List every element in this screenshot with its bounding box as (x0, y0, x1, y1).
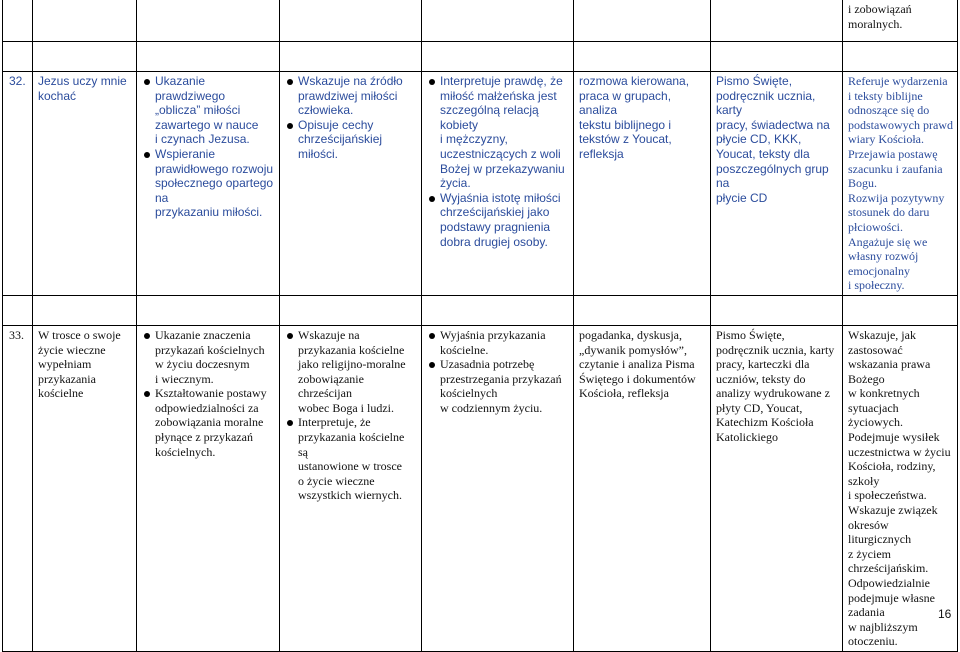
table-row-lesson-32 (3, 72, 958, 296)
list-item: Wyjaśnia przykazania kościelne. (427, 328, 569, 357)
list-item: Uzasadnia potrzebę przestrzegania przykazań kościelnych w codziennym życiu. (427, 357, 569, 415)
lesson-title: Jezus uczy mnie kochać (33, 72, 137, 296)
list-item: Kształtowanie postawy odpowiedzialności za zobowiązania moralne płynące z przykazań kościelnych. (142, 386, 275, 459)
list-item: Interpretuje prawdę, że miłość małżeńska jest szczególną relacją kobiety i mężczyzny, uczestniczących z woli Bożej w przekazywaniu życia. (427, 74, 569, 191)
attitudes-cell: Wskazuje, jak zastosować wskazania prawa Bożego w konkretnych sytuacjach życiowych. Podejmuje wysiłek uczestnictwa w życiu Kościoła, rodziny, szkoły i społeczeństwa. Wskazuje związek okresów liturgicznych z życiem chrześcijańskim. Odpowiedzialnie podejmuje własne zadania w najbliższym otoczeniu. (843, 325, 958, 651)
text-line: moralnych. (848, 16, 903, 31)
list-item: Wskazuje na źródło prawdziwej miłości człowieka. (285, 74, 417, 118)
attitudes-cell: Referuje wydarzenia i teksty biblijne odnoszące się do podstawowych prawd wiary Kościoła. Przejawia postawę szacunku i zaufania Bogu. Rozwija pozytywny stosunek do daru płciowości. Angażuje się we własny rozwój emocjonalny i społeczny. (843, 72, 958, 296)
list-item: Wspieranie prawidłowego rozwoju społecznego opartego na przykazaniu miłości. (142, 147, 275, 220)
lesson-number: 32. (3, 72, 33, 296)
aids-cell: Pismo Święte, podręcznik ucznia, karty pracy, karteczki dla uczniów, teksty do analizy wydrukowane z płyty CD, Youcat, Katechizm Kościoła Katolickiego (711, 325, 843, 651)
aids-cell: Pismo Święte, podręcznik ucznia, karty pracy, świadectwa na płycie CD, KKK, Youcat, teksty dla poszczególnych grup na płycie CD (711, 72, 843, 296)
attitudes-cell (843, 0, 958, 42)
methods-cell: pogadanka, dyskusja, „dywanik pomysłów”, czytanie i analiza Pisma Świętego i dokumentów Kościoła, refleksja (574, 325, 711, 651)
table-row-lesson-33 (3, 325, 958, 651)
list-item: Opisuje cechy chrześcijańskiej miłości. (285, 118, 417, 162)
list-item: Wskazuje na przykazania kościelne jako religijno-moralne zobowiązanie chrześcijan wobec Boga i ludzi. (285, 328, 417, 416)
skills-cell (422, 72, 574, 296)
knowledge-cell (280, 325, 422, 651)
knowledge-cell (280, 72, 422, 296)
table-row-spacer (3, 42, 958, 72)
methods-cell: rozmowa kierowana, praca w grupach, analiza tekstu biblijnego i tekstów z Youcat, refleksja (574, 72, 711, 296)
skills-cell (422, 325, 574, 651)
table-row-continuation (3, 0, 958, 42)
goals-cell (137, 72, 280, 296)
page-number: 16 (938, 607, 952, 621)
text-line: i zobowiązań (848, 2, 912, 16)
list-item: Wyjaśnia istotę miłości chrześcijańskiej jako podstawy pragnienia dobra drugiej osoby. (427, 191, 569, 249)
table-row-spacer (3, 295, 958, 325)
lesson-title: W trosce o swoje życie wieczne wypełniam przykazania kościelne (33, 325, 137, 651)
lesson-number: 33. (3, 325, 33, 651)
goals-cell (137, 325, 280, 651)
list-item: Interpretuje, że przykazania kościelne są ustanowione w trosce o życie wieczne wszystkich wiernych. (285, 415, 417, 503)
list-item: Ukazanie znaczenia przykazań kościelnych w życiu doczesnym i wiecznym. (142, 328, 275, 386)
list-item: Ukazanie prawdziwego „oblicza” miłości zawartego w nauce i czynach Jezusa. (142, 74, 275, 147)
curriculum-table (2, 0, 958, 652)
